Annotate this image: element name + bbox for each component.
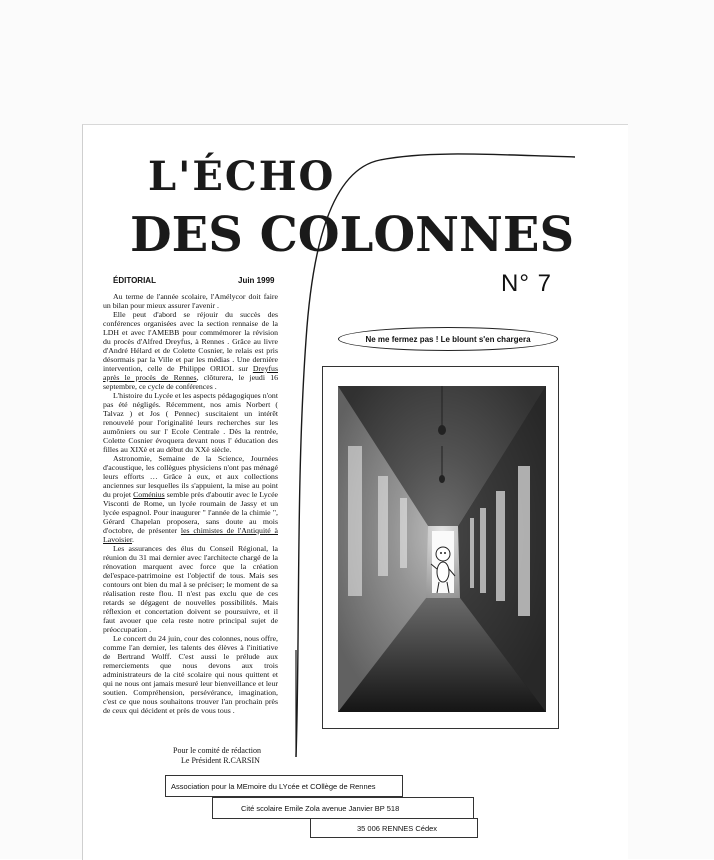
editorial-heading: ÉDITORIAL	[113, 276, 156, 285]
footer-association: Association pour la MEmoire du LYcée et COllège de Rennes	[165, 775, 403, 797]
underlined-title: Dreyfus après le procès de Rennes	[103, 364, 278, 382]
corridor-photo	[338, 386, 546, 712]
paragraph-text: Astronomie, Semaine de la Science, Journées d'acoustique, les collègues physiciens n'ont pas ménagé leurs efforts … Grâce à eux, et aux collections anciennes sur lesquelles ils s'appuient, la mise au point du projet	[103, 454, 278, 499]
paragraph-text: , clôturera, le jeudi 16 septembre, ce cycle de conférences .	[103, 373, 278, 391]
editorial-paragraph	[103, 292, 278, 310]
paragraph-text: .	[132, 535, 134, 544]
paragraph-text: Au terme de l'année scolaire, l'Amélycor doit faire un bilan pour mieux assurer l'avenir .	[103, 292, 278, 310]
paragraph-text: semble près d'aboutir avec le Lycée Visconti de Rome, un lycée roumain de Jassy et un lycée espagnol. Pour inaugurer " l'année de la chimie ", Gérard Chapelan proposera, sans doute au mois d'octobre, de présenter	[103, 490, 278, 535]
editorial-body	[103, 292, 278, 715]
masthead-title-line-1: L'ÉCHO	[148, 153, 336, 200]
footer-address: Cité scolaire Emile Zola avenue Janvier BP 518	[212, 797, 474, 819]
slogan-bubble: Ne me fermez pas ! Le blount s'en chargera	[338, 327, 558, 351]
editorial-paragraph	[103, 634, 278, 715]
underlined-title: Coménius	[133, 490, 165, 499]
underlined-title: les chimistes de l'Antiquité à Lavoisier	[103, 526, 278, 544]
masthead-title-line-2: DES COLONNES	[130, 207, 575, 263]
editorial-paragraph	[103, 391, 278, 454]
paragraph-text: L'histoire du Lycée et les aspects pédagogiques n'ont pas été négligés. Récemment, nos amis Norbert ( Talvaz ) et Jos ( Pennec) suscitaient un intérêt renouvelé pour l'originalité leurs recherches sur les aumôniers ou sur l' Ecole Centrale . Dès la rentrée, Colette Cosnier évoquera devant nous l' éducation des filles au XIXè et au début du XXè siècle.	[103, 391, 278, 454]
editorial-paragraph	[103, 310, 278, 391]
paragraph-text: Elle peut d'abord se réjouir du succès des conférences organisées avec la section rennaise de la LDH et avec l'AMEBB pour commémorer la révision du procès d'Alfred Dreyfus, à Rennes . Grâce au livre d'André Hélard et de Colette Cosnier, le relais est pris désormais par la Ville et par les médias . Une dernière intervention, celle de Philippe ORIOL sur	[103, 310, 278, 373]
paragraph-text: Les assurances des élus du Conseil Régional, la réunion du 31 mai dernier avec l'architecte chargé de la rénovation marquent avec force que la création del'espace-patrimoine est l'objectif de tous. Mais ses contours ont bien du mal à se préciser; le moment de sa réalisation reste flou. Il n'est pas exclu que de ces retards se dégagent de nouvelles possibilités. Mais réflexion et concertation doivent se poursuivre, et il faut avouer que cela reste notre principal sujet de préoccupation .	[103, 544, 278, 634]
editorial-date: Juin 1999	[238, 276, 275, 285]
footer-postal: 35 006 RENNES Cédex	[310, 818, 478, 838]
signature-president: Le Président R.CARSIN	[181, 756, 260, 765]
issue-number: N° 7	[501, 270, 552, 297]
signature-committee: Pour le comité de rédaction	[173, 746, 261, 755]
paragraph-text: Le concert du 24 juin, cour des colonnes, nous offre, comme l'an dernier, les talents des élèves à l'initiative de Bertrand Wolff. C'est aussi le prélude aux remerciements que nous devons aux trois administrateurs de la cité scolaire qui nous quittent et qui ne nous ont jamais mesuré leur bienveillance et leur soutien. Compréhension, persévérance, imagination, c'est ce que nous souhaitons trouver l'an prochain près de ceux qui décident et près de vous tous .	[103, 634, 278, 715]
editorial-paragraph	[103, 544, 278, 634]
editorial-paragraph	[103, 454, 278, 544]
